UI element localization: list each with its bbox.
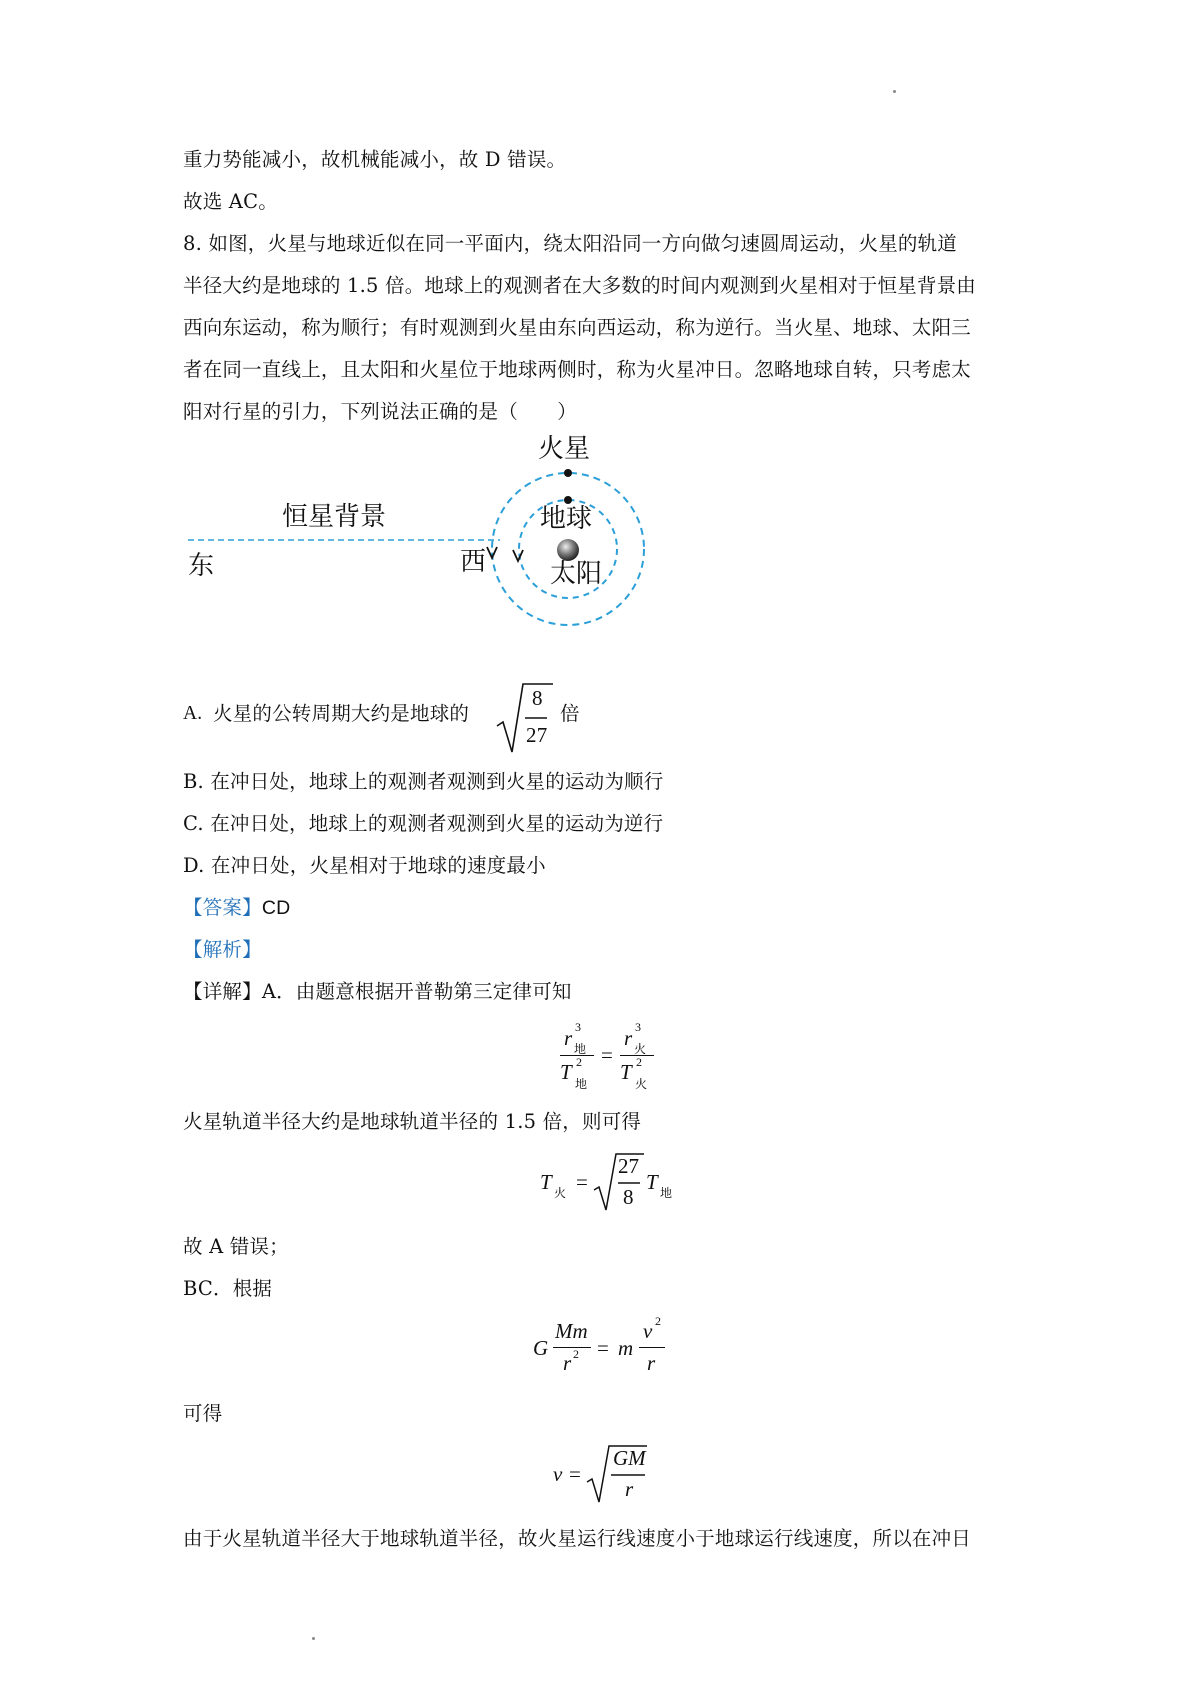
eq1-T-right: T: [620, 1060, 632, 1084]
text-line: 故 A 错误；: [183, 1235, 289, 1258]
sun-label: 太阳: [550, 559, 603, 589]
eq2-earth-sub: 地: [660, 1186, 673, 1200]
eq1-r-left: r: [564, 1026, 573, 1050]
gravity-equation: [533, 1316, 683, 1380]
east-label: 东: [188, 551, 215, 581]
eq3-square-left: 2: [573, 1347, 579, 1361]
answer-value: CD: [261, 897, 291, 919]
text-line: 故选 AC。: [183, 190, 278, 213]
detail-label: 【详解】: [183, 980, 262, 1003]
answer-line: [183, 896, 290, 920]
option-a-text: 火星的公转周期大约是地球的: [213, 702, 470, 725]
question-line: 西向东运动，称为顺行；有时观测到火星由东向西运动，称为逆行。当火星、地球、太阳三: [183, 316, 972, 339]
mars-label: 火星: [538, 434, 591, 464]
eq1-mars-sub-top: 火: [634, 1042, 647, 1056]
option-a-numerator: 8: [532, 686, 543, 710]
option-a-denominator: 27: [526, 723, 548, 747]
eq1-cube-right: 3: [635, 1020, 641, 1034]
option-a-suffix: 倍: [560, 702, 580, 725]
text-line: 火星轨道半径大约是地球轨道半径的 1.5 倍，则可得: [183, 1110, 642, 1133]
eq3-fraction-bar-left: [553, 1347, 591, 1348]
eq3-Mm: Mm: [555, 1319, 588, 1343]
eq3-fraction-bar-right: [639, 1347, 665, 1348]
kepler-equation: [560, 1018, 680, 1090]
question-line: 者在同一直线上，且太阳和火星位于地球两侧时，称为火星冲日。忽略地球自转，只考虑太: [183, 358, 972, 381]
eq4-equals: =: [569, 1462, 581, 1486]
eq2-num: 27: [618, 1154, 639, 1178]
eq1-earth-sub-bottom: 地: [575, 1077, 588, 1091]
question-line: 阳对行星的引力，下列说法正确的是（ ）: [183, 400, 578, 423]
eq4-GM: GM: [613, 1446, 646, 1470]
answer-label: 【答案】: [183, 896, 262, 919]
eq1-square-left: 2: [576, 1055, 582, 1069]
west-label: 西: [460, 547, 487, 577]
eq4-v: v: [553, 1462, 563, 1486]
eq2-mars-sub: 火: [554, 1186, 567, 1200]
page-mark: [893, 90, 896, 93]
detail-line: [183, 980, 572, 1004]
text-line: BC．根据: [183, 1277, 273, 1300]
mars-planet: [564, 469, 572, 477]
question-line: 半径大约是地球的 1.5 倍。地球上的观测者在大多数的时间内观测到火星相对于恒星背景由: [183, 274, 977, 297]
eq1-earth-sub-top: 地: [574, 1042, 587, 1056]
orbit-figure: [180, 430, 700, 640]
eq1-cube-left: 3: [575, 1020, 581, 1034]
earth-planet: [564, 496, 572, 504]
option-c: C. 在冲日处，地球上的观测者观测到火星的运动为逆行: [183, 812, 664, 835]
text-line: 由于火星轨道半径大于地球轨道半径，故火星运行线速度小于地球运行线速度，所以在冲日: [183, 1527, 972, 1550]
question-line: 8. 如图，火星与地球近似在同一平面内，绕太阳沿同一方向做匀速圆周运动，火星的轨道: [183, 232, 958, 255]
option-d: D. 在冲日处，火星相对于地球的速度最小: [183, 854, 546, 877]
eq1-r-right: r: [624, 1026, 633, 1050]
background-label: 恒星背景: [282, 502, 387, 532]
velocity-equation: [553, 1440, 673, 1506]
eq3-r-right: r: [647, 1351, 656, 1375]
eq3-m: m: [618, 1336, 634, 1360]
eq3-equals: =: [597, 1336, 609, 1360]
eq1-equals: =: [601, 1043, 613, 1067]
eq3-G: G: [533, 1336, 549, 1360]
eq1-T-left: T: [560, 1060, 572, 1084]
eq4-r: r: [625, 1477, 634, 1501]
sun: [557, 539, 579, 561]
text-line: 可得: [183, 1402, 223, 1425]
eq2-T-right: T: [646, 1170, 658, 1194]
eq2-equals: =: [576, 1170, 588, 1194]
earth-label: 地球: [540, 504, 593, 534]
option-b: B. 在冲日处，地球上的观测者观测到火星的运动为顺行: [183, 770, 664, 793]
eq2-T-left: T: [540, 1170, 552, 1194]
period-equation: [540, 1148, 700, 1214]
eq1-square-right: 2: [636, 1055, 642, 1069]
eq2-den: 8: [623, 1185, 634, 1209]
earth-orbit-arrow: [513, 550, 523, 561]
text-line: 重力势能减小，故机械能减小，故 D 错误。: [183, 148, 567, 171]
detail-text: A．由题意根据开普勒第三定律可知: [261, 980, 572, 1003]
eq3-r-left: r: [563, 1351, 572, 1375]
eq1-mars-sub-bottom: 火: [635, 1077, 648, 1091]
option-a-prefix: A.: [183, 703, 203, 724]
analysis-label: 【解析】: [183, 938, 262, 961]
page-mark: [312, 1637, 315, 1640]
eq3-v: v: [643, 1319, 653, 1343]
eq3-square-right: 2: [655, 1314, 661, 1328]
